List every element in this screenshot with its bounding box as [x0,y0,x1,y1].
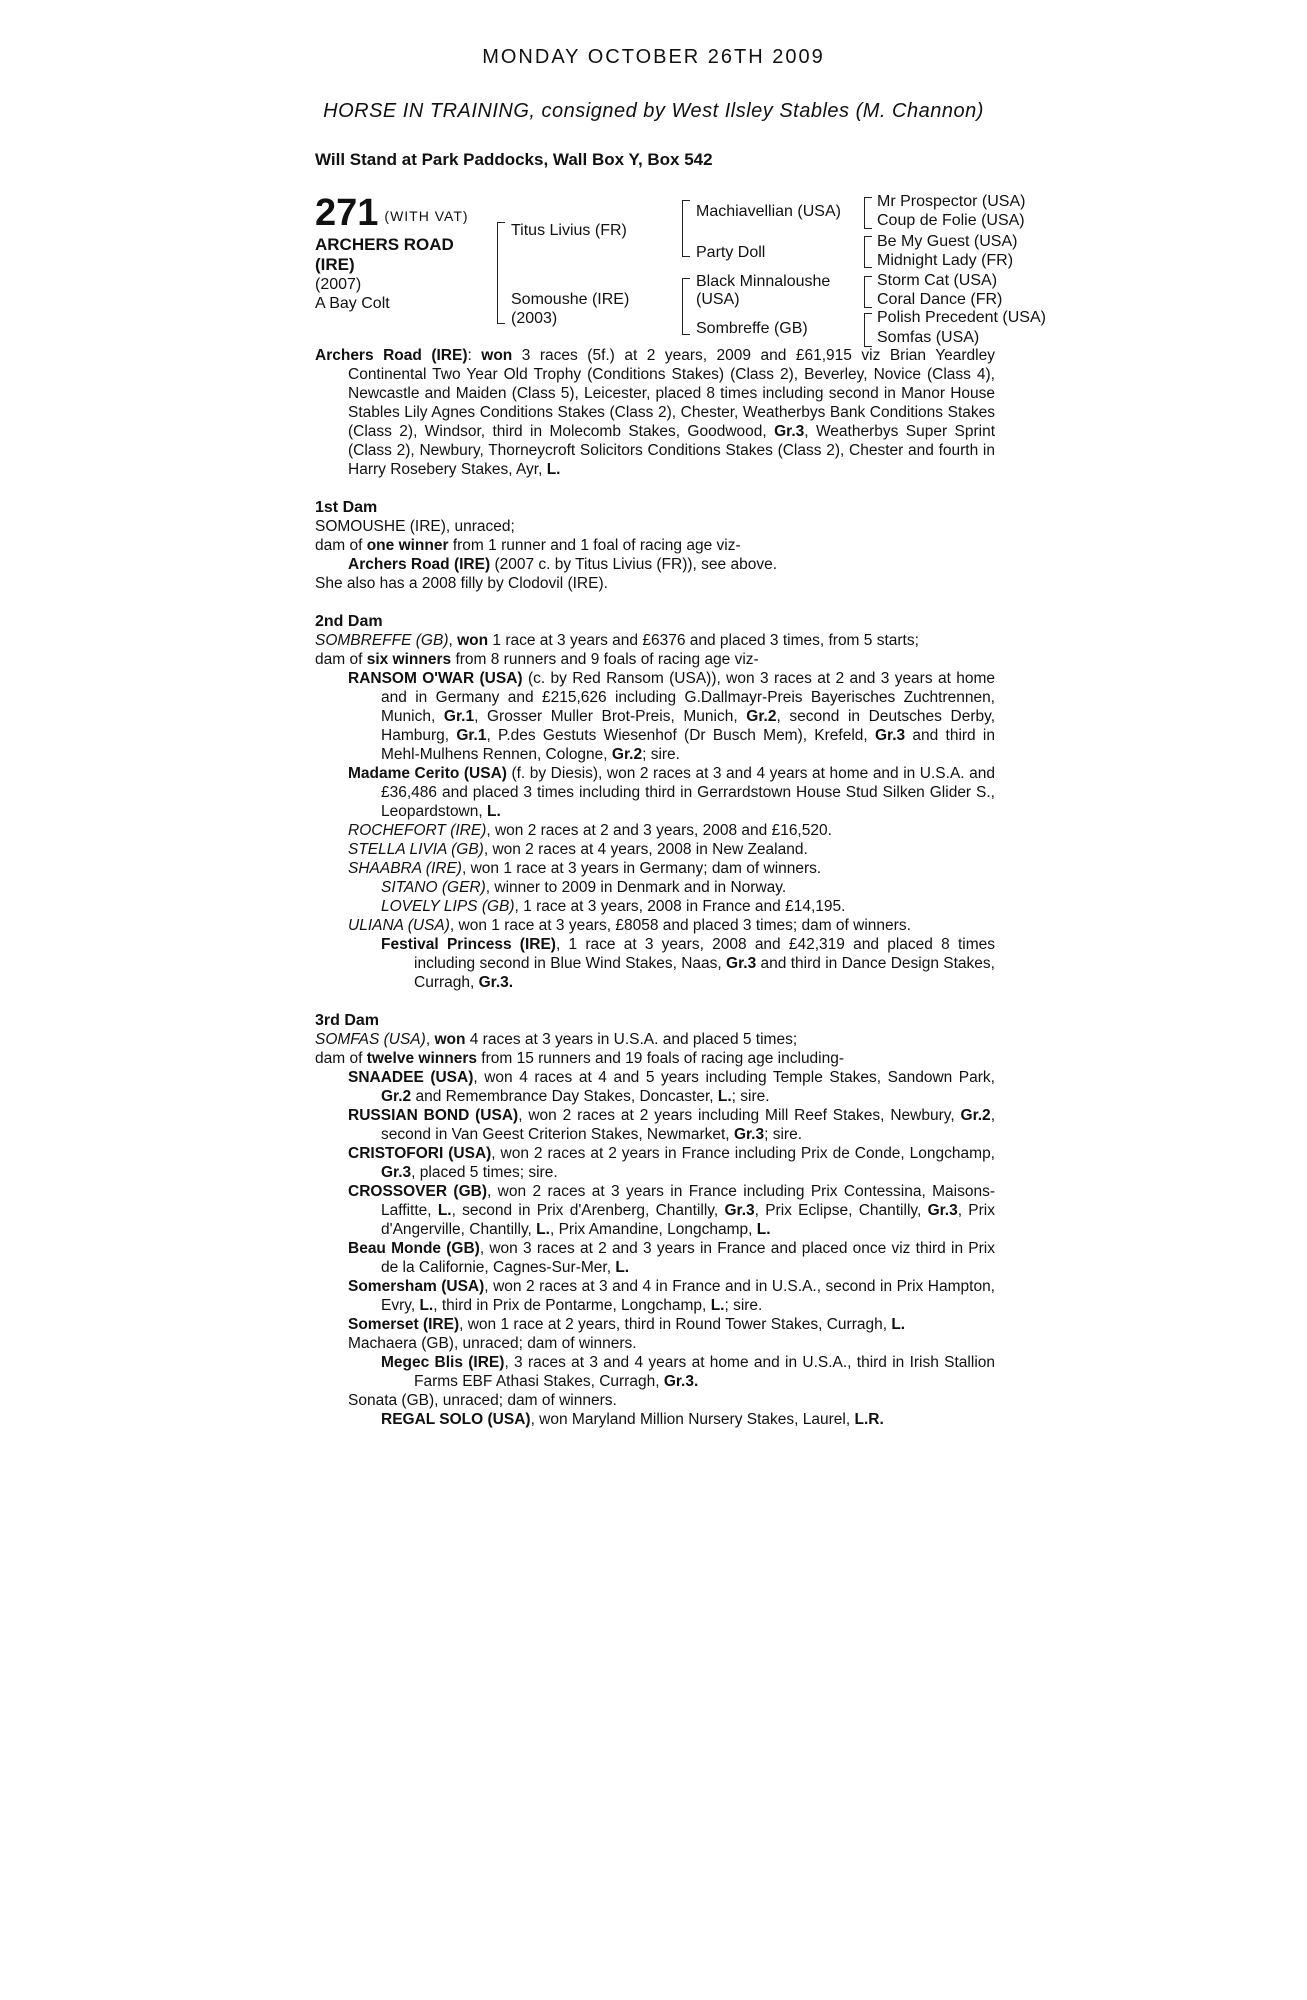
race-record-text: 3 races (5f.) at 2 years, 2009 and £61,915 viz Brian Yeardley Continental Two Year Old Trophy (Conditions Stakes) (Class 2), Beverley, Novice (Class 4), Newcastle and Maiden (Class 5), Leicester, placed 8 times including second in Manor House Stables Lily Agnes Conditions Stakes (Class 2), Chester, Weatherbys Bank Conditions Stakes (Class 2), Windsor, third in Molecomb Stakes, Goodwood, [348,347,995,440]
won-bold: won [481,347,513,364]
pedigree-brace-4 [864,197,872,229]
progeny-text: , won 2 races at 3 years in France including Prix Contessina, Maisons-Laffitte, [381,1183,995,1219]
progeny-name: Archers Road (IRE) [348,556,491,573]
progeny-text: , third in Prix de Pontarme, Longchamp, [433,1297,707,1314]
first-dam-progeny [315,555,995,574]
pedigree-brace-6 [864,276,872,308]
progeny-text: , Prix Amandine, Longchamp, [549,1221,753,1238]
race-record-paragraph: Archers Road (IRE): won 3 races (5f.) at 2 years, 2009 and £61,915 viz Brian Yeardley Continental Two Year Old Trophy (Conditions Stakes) (Class 2), Beverley, Novice (Class 4), Newcastle and Maiden (Class 5), Leicester, placed 8 times including second in Manor House Stables Lily Agnes Conditions Stakes (Class 2), Chester, Weatherbys Bank Conditions Stakes (Class 2), Windsor, third in Molecomb Stakes, Goodwood, Gr.3, Weatherbys Super Sprint (Class 2), Newbury, Thorneycroft Solicitors Conditions Stakes (Class 2), Chester and fourth in Harry Rosebery Stakes, Ayr, L. [315,347,996,478]
first-dam-note: She also has a 2008 filly by Clodovil (IRE). [315,575,608,592]
pedigree-dam-year: (2003) [511,310,558,327]
pedigree-sire-dam: Party Doll [696,244,766,261]
race-record-text: , Weatherbys Super Sprint (Class 2), Newbury, Thorneycroft Solicitors Conditions Stakes (Class 2), Chester and fourth in Harry Rosebery Stakes, Ayr, [348,423,996,478]
progeny-entry [315,1144,995,1182]
pedigree-gg-3: Be My Guest (USA) [877,233,1018,250]
grade-text: Gr.2 [960,1107,991,1124]
winners-count: one winner [366,537,449,554]
progeny-text: and third in Mehl-Mulhens Rennen, Cologne, [381,727,995,763]
progeny-name: SHAABRA (IRE) [348,860,462,877]
pedigree-gg-2: Coup de Folie (USA) [877,212,1025,229]
pedigree-gg-1: Mr Prospector (USA) [877,193,1026,210]
progeny-name: CRISTOFORI (USA) [348,1145,492,1162]
foaling-year: (2007) [315,276,362,293]
progeny-entry [315,935,995,992]
progeny-text: , Prix d'Angerville, Chantilly, [381,1202,995,1238]
progeny-text: , 1 race at 3 years, 2008 in France and £14,195. [514,898,846,915]
progeny-text: , won 3 races at 2 and 3 years in France and placed once viz third in Prix de la Californie, Cagnes-Sur-Mer, [381,1240,995,1276]
pedigree-gg-7: Polish Precedent (USA) [877,309,1046,326]
progeny-text: , won 1 race at 2 years, third in Round Tower Stakes, Curragh, [459,1316,888,1333]
grade-text: Gr.2 [611,746,643,763]
sale-date: MONDAY OCTOBER 26TH 2009 [482,46,825,68]
listed-text: L. [717,1088,732,1105]
listed-text: L.R. [854,1411,884,1428]
progeny-text: ; sire. [764,1126,803,1143]
progeny-name: Festival Princess (IRE) [381,936,556,953]
progeny-name: STELLA LIVIA (GB) [348,841,484,858]
progeny-text: , won 4 races at 4 and 5 years including Temple Stakes, Sandown Park, [473,1069,995,1086]
grade-text: Gr.3. [478,974,514,991]
third-dam-produce [315,1049,995,1068]
pedigree-dam-dam: Sombreffe (GB) [696,320,808,337]
progeny-entry [315,764,995,821]
progeny-text: , second in Deutsches Derby, Hamburg, [381,708,996,744]
winners-count: six winners [366,651,452,668]
progeny-name: SNAADEE (USA) [348,1069,474,1086]
progeny-entry [315,878,995,897]
second-dam-line: SOMBREFFE (GB), won 1 race at 3 years and £6376 and placed 3 times, from 5 starts; [315,632,919,649]
progeny-text: , won 2 races at 2 and 3 years, 2008 and £16,520. [486,822,832,839]
horse-name-suffix: (IRE) [315,255,355,274]
progeny-text: , won 2 races at 4 years, 2008 in New Zealand. [483,841,808,858]
progeny-name: Madame Cerito (USA) [348,765,507,782]
progeny-name: ULIANA (USA) [348,917,450,934]
listed-text: L. [891,1316,906,1333]
progeny-entry [315,1106,995,1144]
first-dam-heading: 1st Dam [315,499,378,516]
listed-text: L. [615,1259,630,1276]
grade-text: Gr.3 [724,1202,755,1219]
horse-name-bold: Archers Road (IRE) [315,347,468,364]
pedigree-brace-1 [497,222,505,324]
grade-text: Gr.2 [381,1088,412,1105]
progeny-name: Somersham (USA) [348,1278,485,1295]
progeny-text: , won Maryland Million Nursery Stakes, Laurel, [530,1411,851,1428]
progeny-text: , won 1 race at 3 years, £8058 and placed 3 times; dam of winners. [449,917,911,934]
first-dam-line: SOMOUSHE (IRE), unraced; [315,518,515,535]
dam-of-text: dam of [315,1050,363,1067]
progeny-entry [315,840,995,859]
progeny-text: , second in Prix d'Arenberg, Chantilly, [451,1202,719,1219]
pedigree-brace-3 [682,278,690,335]
progeny-text: ; sire. [731,1088,770,1105]
progeny-entry [315,916,995,935]
listed-text: L. [536,1221,550,1238]
lot-number: 271 [315,192,379,234]
progeny-entry [315,1239,995,1277]
progeny-text: , won 2 races at 2 years in France including Prix de Conde, Longchamp, [491,1145,995,1162]
progeny-text: ; sire. [642,746,680,763]
horse-name: ARCHERS ROAD [315,235,454,254]
third-dam-heading: 3rd Dam [315,1012,380,1029]
stand-location: Will Stand at Park Paddocks, Wall Box Y, Box 542 [315,150,713,169]
progeny-entry [315,897,995,916]
pedigree-brace-5 [864,236,872,268]
grade-text: Gr.1 [443,708,475,725]
listed-text: L. [437,1202,452,1219]
race-record [315,346,995,1429]
progeny-entry [315,1410,995,1429]
pedigree-gg-5: Storm Cat (USA) [877,272,998,289]
progeny-entry [315,1277,995,1315]
produce-text: from 8 runners and 9 foals of racing age viz- [455,651,759,668]
progeny-text: and Remembrance Day Stakes, Doncaster, [415,1088,714,1105]
lot-vat: (WITH VAT) [384,208,469,224]
pedigree-brace-7 [864,313,872,347]
dam-name: SOMBREFFE (GB) [315,632,449,649]
progeny-text: (c. by Red Ransom (USA)), won 3 races at 2 and 3 years at home and in Germany and £215,626 including G.Dallmayr-Preis Bayerisches Zuchtrennen, Munich, [381,670,996,725]
grade-text: Gr.3 [774,423,805,440]
progeny-text: , placed 5 times; sire. [411,1164,558,1181]
progeny-name: Megec Blis (IRE) [381,1354,505,1371]
winners-count: twelve winners [366,1050,477,1067]
progeny-text: (2007 c. by Titus Livius (FR)), see above. [494,556,777,573]
won-bold: won [457,632,489,649]
progeny-entry [315,859,995,878]
progeny-entry [315,821,995,840]
progeny-name: RUSSIAN BOND (USA) [348,1107,519,1124]
third-dam-line: SOMFAS (USA), won 4 races at 3 years in U.S.A. and placed 5 times; [315,1031,798,1048]
grade-text: Gr.3. [663,1373,699,1390]
progeny-name: LOVELY LIPS (GB) [381,898,515,915]
grade-text: Gr.1 [456,727,487,744]
progeny-text: ; sire. [724,1297,763,1314]
pedigree-gg-8: Somfas (USA) [877,329,980,346]
dam-of-text: dam of [315,651,363,668]
second-dam-heading: 2nd Dam [315,613,383,630]
progeny-entry: Machaera (GB), unraced; dam of winners. [348,1335,637,1352]
progeny-name: CROSSOVER (GB) [348,1183,487,1200]
consignment-line: HORSE IN TRAINING, consigned by West Ilsley Stables (M. Channon) [323,100,984,122]
grade-text: Gr.3 [726,955,757,972]
grade-text: Gr.3 [927,1202,958,1219]
progeny-name: Beau Monde (GB) [348,1240,480,1257]
progeny-text: , 1 race at 3 years, 2008 and £42,319 and placed 8 times including second in Blue Wind Stakes, Naas, [414,936,995,972]
pedigree-gg-4: Midnight Lady (FR) [877,252,1014,269]
horse-description: A Bay Colt [315,295,390,312]
pedigree-dam-sire-suffix: (USA) [696,291,740,308]
listed-text: L. [419,1297,434,1314]
progeny-entry: Sonata (GB), unraced; dam of winners. [348,1392,617,1409]
won-bold: won [434,1031,466,1048]
dam-of-text: dam of [315,537,363,554]
pedigree-sire-sire: Machiavellian (USA) [696,203,841,220]
produce-text: from 15 runners and 19 foals of racing age including- [481,1050,845,1067]
second-dam-produce [315,650,995,669]
progeny-text: , winner to 2009 in Denmark and in Norway. [485,879,787,896]
progeny-text: , second in Van Geest Criterion Stakes, Newmarket, [381,1107,995,1143]
progeny-name: Somerset (IRE) [348,1316,460,1333]
progeny-name: RANSOM O'WAR (USA) [348,670,523,687]
progeny-text: , won 1 race at 3 years in Germany; dam of winners. [461,860,822,877]
dam-name: SOMFAS (USA) [315,1031,426,1048]
dam-text: 1 race at 3 years and £6376 and placed 3 times, from 5 starts; [492,632,919,649]
progeny-text: , Grosser Muller Brot-Preis, Munich, [474,708,738,725]
progeny-name: SITANO (GER) [381,879,486,896]
progeny-text: , won 2 races at 3 and 4 in France and in U.S.A., second in Prix Hampton, Evry, [381,1278,995,1314]
grade-text: Gr.3 [733,1126,765,1143]
progeny-entry [315,1182,995,1239]
progeny-text: , P.des Gestuts Wiesenhof (Dr Busch Mem), Krefeld, [486,727,868,744]
progeny-text: , won 2 races at 2 years including Mill Reef Stakes, Newbury, [518,1107,955,1124]
listed-text: L. [710,1297,725,1314]
progeny-name: ROCHEFORT (IRE) [348,822,487,839]
progeny-entry [315,1315,995,1334]
pedigree-brace-2 [682,200,690,257]
progeny-entry [315,1068,995,1106]
grade-text: Gr.3 [381,1164,412,1181]
pedigree-dam: Somoushe (IRE) [511,291,630,308]
progeny-text: , Prix Eclipse, Chantilly, [754,1202,922,1219]
progeny-entry [315,1353,995,1391]
grade-text: Gr.3 [874,727,906,744]
listed-text: L. [546,461,561,478]
progeny-text: , 3 races at 3 and 4 years at home and in U.S.A., third in Irish Stallion Farms EBF Athasi Stakes, Curragh, [414,1354,996,1390]
progeny-name: REGAL SOLO (USA) [381,1411,531,1428]
dam-text: 4 races at 3 years in U.S.A. and placed 5 times; [469,1031,798,1048]
progeny-text: and third in Dance Design Stakes, Curragh, [414,955,995,991]
pedigree-gg-6: Coral Dance (FR) [877,291,1003,308]
progeny-text: (f. by Diesis), won 2 races at 3 and 4 years at home and in U.S.A. and £36,486 and placed 3 times including third in Gerrardstown House Stud Silken Glider S., Leopardstown, [381,765,995,820]
listed-text: L. [487,803,501,820]
produce-text: from 1 runner and 1 foal of racing age viz- [452,537,741,554]
pedigree-dam-sire: Black Minnaloushe [696,273,831,290]
pedigree-sire: Titus Livius (FR) [511,222,627,239]
listed-text: L. [756,1221,771,1238]
progeny-entry [315,669,995,764]
grade-text: Gr.2 [746,708,777,725]
first-dam-produce [315,536,995,555]
